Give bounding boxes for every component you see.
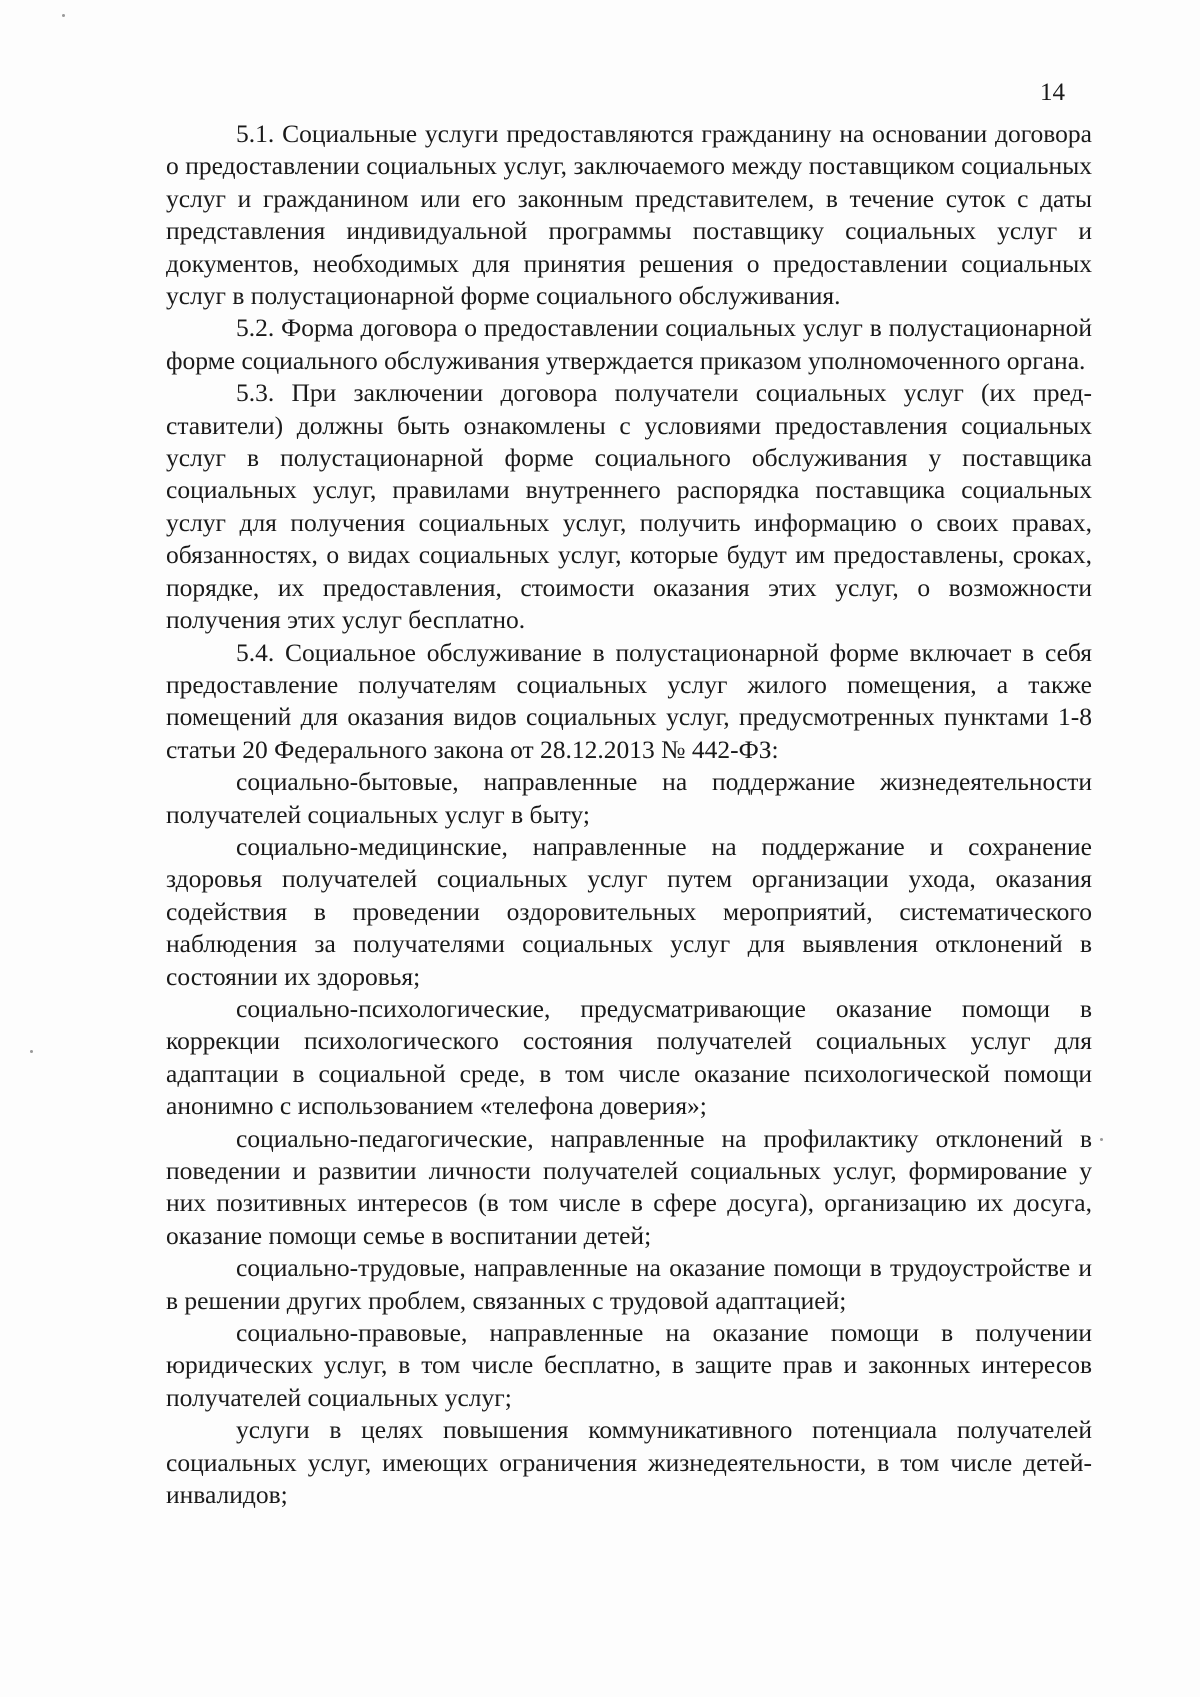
list-item-social-pedagogical: социально-педагогические, направленные на профилактику отклонений в поведении и развитии личности получателей социальных услуг, формирование у них позитивных интересов (в том числе в сфере досуга), организацию их досуга, оказание помощи семье в воспитании детей; — [166, 1123, 1092, 1250]
page-number: 14 — [1040, 79, 1065, 106]
scan-speck — [62, 14, 65, 17]
scan-speck — [1100, 1138, 1103, 1141]
list-item-social-household: социально-бытовые, направленные на поддержание жизнедеятельности получателей социальных услуг в быту; — [166, 767, 1092, 829]
document-body — [166, 118, 1092, 1511]
list-item-social-labor: социально-трудовые, направленные на оказание помощи в трудоустройстве и в решении других проблем, связанных с трудовой адаптацией; — [166, 1253, 1092, 1315]
list-item-social-medical: социально-медицинские, направленные на поддержание и сохранение здоровья получателей социальных услуг путем организации ухода, оказания содействия в проведении оздоровительных мероприятий, систематического наблюдения за получателями социальных услуг для выявления отклонений в состоянии их здоровья; — [166, 831, 1092, 991]
scan-speck — [30, 1050, 33, 1053]
list-item-social-legal: социально-правовые, направленные на оказание помощи в получении юридических услуг, в том числе бесплатно, в защите прав и законных интересов получателей социальных услуг; — [166, 1318, 1092, 1412]
paragraph-5-4: 5.4. Социальное обслуживание в полустационарной форме включает в себя предоставление получателям социальных услуг жилого помещения, а также помещений для оказания видов социальных услуг, предусмотренных пунктами 1-8 статьи 20 Федерального закона от 28.12.2013 № 442-ФЗ: — [166, 637, 1092, 764]
paragraph-5-1: 5.1. Социальные услуги предоставляются гражданину на основании договора о предоставлении социальных услуг, заключаемого между поставщиком социальных услуг и гражданином или его законным представителем, в течение суток с даты представления индивидуальной программы поставщику социальных услуг и документов, необходимых для принятия решения о предоставлении социальных услуг в полустационарной форме социального обслуживания. — [166, 119, 1092, 311]
list-item-social-psychological: социально-психологические, предусматривающие оказание помощи в коррекции психологического состояния получателей социальных услуг для адаптации в социальной среде, в том числе оказание психологической помощи анонимно с использованием «телефона доверия»; — [166, 993, 1092, 1121]
paragraph-5-3: 5.3. При заключении договора получатели социальных услуг (их представители) должны быть ознакомлены с условиями предоставления социальных услуг в полустационарной форме социального обслуживания у поставщика социальных услуг, правилами внутреннего распорядка поставщика социальных услуг для получения социальных услуг, получить информацию о своих правах, обязанностях, о видах социальных услуг, которые будут им предоставлены, сроках, порядке, их предоставления, стоимости оказания этих услуг, о возможности получения этих услуг бесплатно. — [166, 378, 1092, 635]
list-item-communicative-services: услуги в целях повышения коммуникативного потенциала получателей социальных услуг, имеющих ограничения жизнедеятельности, в том числе детей-инвалидов; — [166, 1415, 1092, 1510]
paragraph-5-2: 5.2. Форма договора о предоставлении социальных услуг в полустационарной форме социального обслуживания утверждается приказом уполномоченного органа. — [166, 313, 1092, 375]
